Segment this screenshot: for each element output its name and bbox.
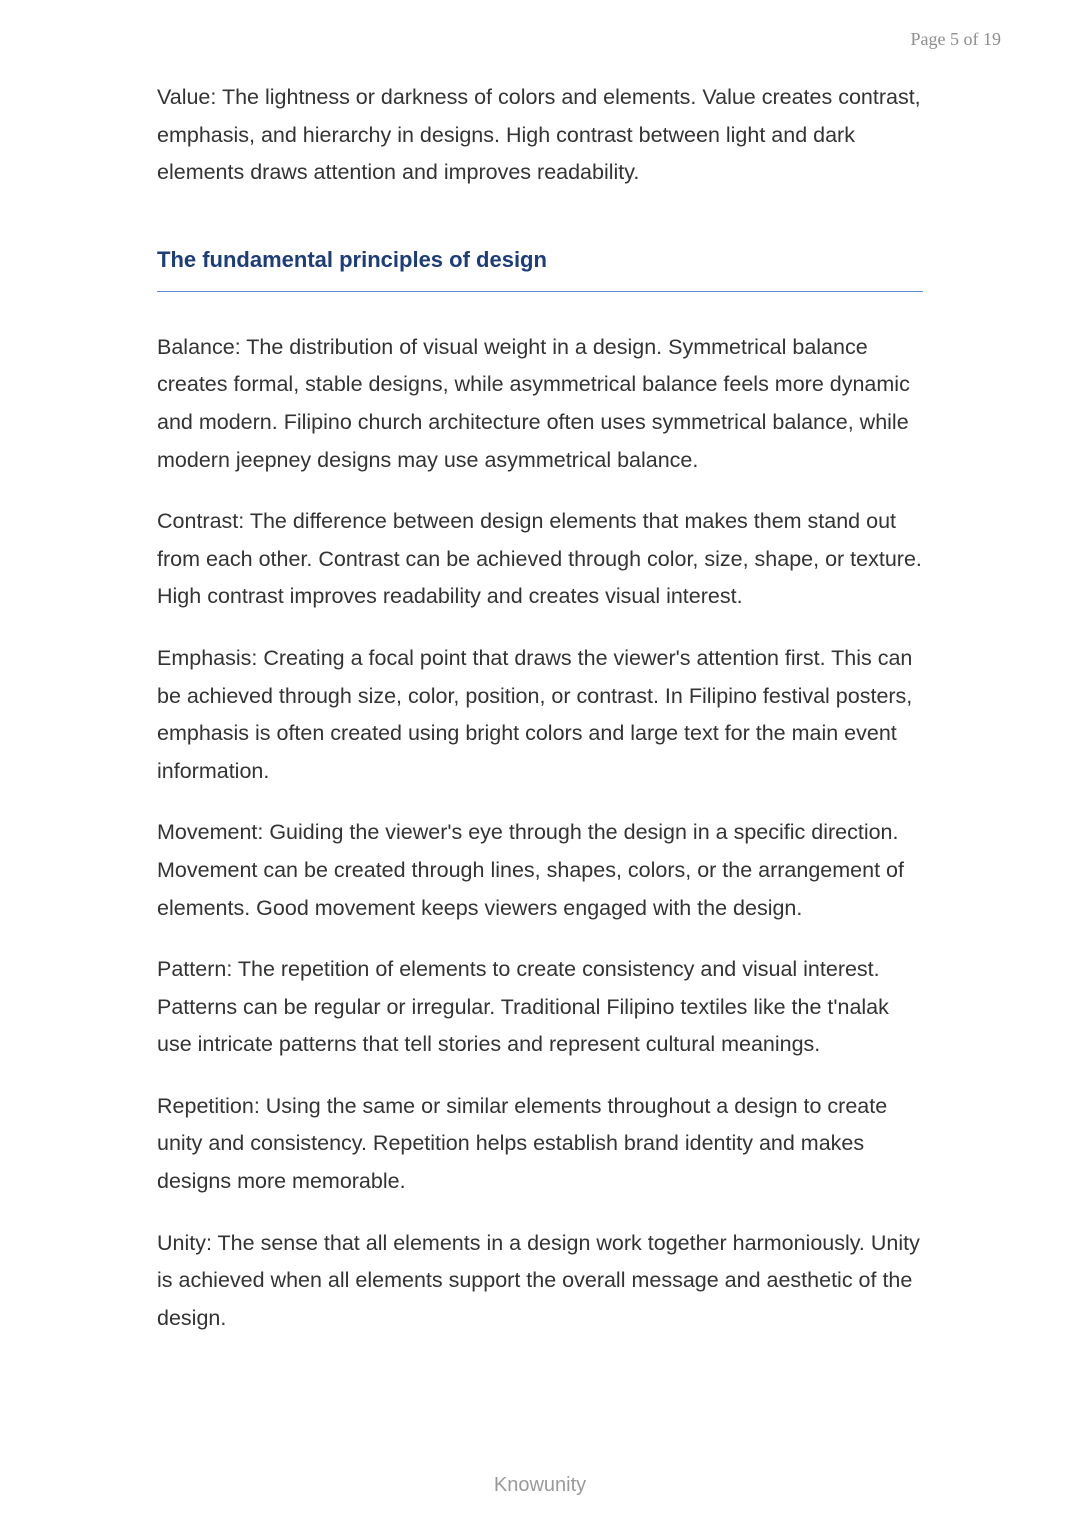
footer-brand: Knowunity xyxy=(493,1474,587,1496)
principle-emphasis: Emphasis: Creating a focal point that draws the viewer's attention first. This can be achieved through size, color, position, or contrast. In Filipino festival posters, emphasis is often created using bright colors and large text for the main event information. xyxy=(157,645,913,783)
section-heading: The fundamental principles of design xyxy=(157,246,547,272)
page-content xyxy=(157,79,929,1361)
value-paragraph: Value: The lightness or darkness of colors and elements. Value creates contrast, emphasis, and hierarchy in designs. High contrast between light and dark elements draws attention and improves readability. xyxy=(157,85,921,185)
principle-unity: Unity: The sense that all elements in a design work together harmoniously. Unity is achieved when all elements support the overall message and aesthetic of the design. xyxy=(157,1230,920,1330)
principle-contrast: Contrast: The difference between design elements that makes them stand out from each other. Contrast can be achieved through color, size, shape, or texture. High contrast improves readability and creates visual interest. xyxy=(157,509,922,609)
page-number: Page 5 of 19 xyxy=(910,29,1001,49)
principle-movement: Movement: Guiding the viewer's eye through the design in a specific direction. Movement can be created through lines, shapes, colors, or the arrangement of elements. Good movement keeps viewers engaged with the design. xyxy=(157,820,904,920)
principle-balance: Balance: The distribution of visual weight in a design. Symmetrical balance creates formal, stable designs, while asymmetrical balance feels more dynamic and modern. Filipino church architecture often uses symmetrical balance, while modern jeepney designs may use asymmetrical balance. xyxy=(157,334,910,472)
principle-pattern: Pattern: The repetition of elements to create consistency and visual interest. Patterns can be regular or irregular. Traditional Filipino textiles like the t'nalak use intricate patterns that tell stories and represent cultural meanings. xyxy=(157,957,889,1057)
principle-repetition: Repetition: Using the same or similar elements throughout a design to create unity and consistency. Repetition helps establish brand identity and makes designs more memorable. xyxy=(157,1093,888,1194)
heading-divider xyxy=(157,291,923,292)
principles-list xyxy=(157,329,929,1338)
